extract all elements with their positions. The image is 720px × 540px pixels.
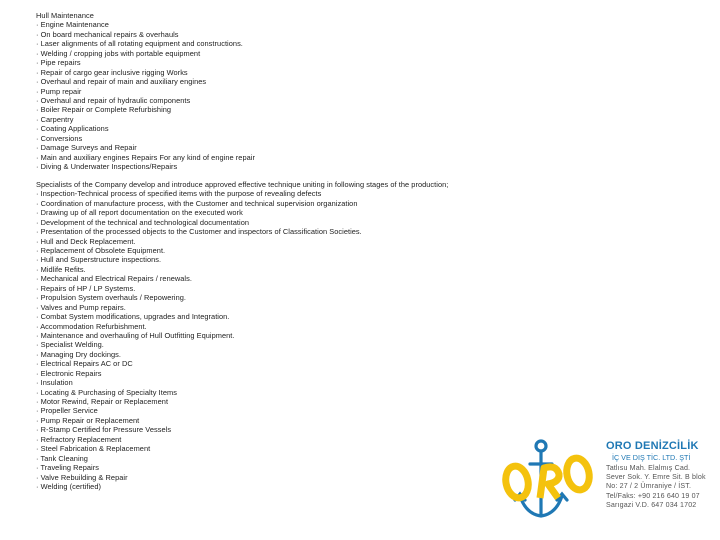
list-item: · Accommodation Refurbishment. — [36, 321, 147, 331]
list-item: · Main and auxiliary engines Repairs For any kind of engine repair — [36, 152, 255, 162]
list-item: · Specialist Welding. — [36, 340, 104, 350]
specialists-intro: Specialists of the Company develop and introduce approved effective technique uniting in following stages of the production; — [36, 179, 449, 189]
list-item: · Diving & Underwater Inspections/Repairs — [36, 162, 178, 171]
production-stages-list — [36, 189, 496, 491]
list-item: · On board mechanical repairs & overhauls — [36, 29, 179, 39]
list-item: · Propulsion System overhauls / Repowering. — [36, 293, 187, 303]
maintenance-list — [36, 20, 496, 171]
list-item: · Engine Maintenance — [36, 20, 109, 30]
list-item: · Hull and Superstructure inspections. — [36, 255, 162, 265]
company-name: ORO DENİZCİLİK — [606, 440, 699, 452]
list-item: · Combat System modifications, upgrades and Integration. — [36, 312, 230, 322]
list-item: · Locating & Purchasing of Specialty Items — [36, 387, 177, 397]
list-item: · Motor Rewind, Repair or Replacement — [36, 397, 169, 406]
list-item: · Welding / cropping jobs with portable equipment — [36, 48, 201, 58]
list-item: · Refractory Replacement — [36, 434, 122, 444]
list-item: · Pipe repairs — [36, 58, 81, 68]
list-item: · Electronic Repairs — [36, 368, 102, 378]
list-item: · Valves and Pump repairs. — [36, 302, 126, 312]
address-line: Sarıgazi V.D. 647 034 1702 — [606, 500, 697, 509]
list-item: · Replacement of Obsolete Equipment. — [36, 246, 166, 255]
list-item: · Propeller Service — [36, 406, 98, 416]
list-item: · Insulation — [36, 378, 73, 388]
list-item: · Drawing up of all report documentation on the executed work — [36, 208, 243, 218]
section-gap — [36, 171, 496, 180]
oro-logo — [498, 434, 598, 524]
address-line: Tel/Faks: +90 216 640 19 07 — [606, 491, 700, 500]
list-item: · Hull and Deck Replacement. — [36, 236, 136, 246]
list-item: · Conversions — [36, 133, 83, 143]
list-item: · Overhaul and repair of main and auxiliary engines — [36, 77, 207, 87]
list-item: · Repair of cargo gear inclusive rigging Works — [36, 67, 188, 77]
list-item: · Tank Cleaning — [36, 453, 88, 463]
list-item: · Carpentry — [36, 114, 74, 124]
list-item: · Coordination of manufacture process, with the Customer and technical supervision organization — [36, 198, 358, 208]
address-line: Sever Sok. Y. Emre Sit. B blok — [606, 473, 706, 482]
list-item: · Coating Applications — [36, 124, 109, 134]
list-item: · Presentation of the processed objects to the Customer and inspectors of Classification Societies. — [36, 227, 362, 237]
company-address — [606, 464, 718, 510]
list-item: · Overhaul and repair of hydraulic components — [36, 95, 191, 105]
list-item: · Boiler Repair or Complete Refurbishing — [36, 105, 172, 115]
company-info — [606, 440, 718, 510]
list-item: · Laser alignments of all rotating equipment and constructions. — [36, 39, 243, 49]
list-item: · Development of the technical and technological documentation — [36, 217, 250, 227]
list-item: · Maintenance and overhauling of Hull Outfitting Equipment. — [36, 330, 235, 340]
services-text-block — [36, 11, 496, 491]
address-line: Tatlısu Mah. Elalmış Cad. — [606, 464, 691, 472]
list-item: · Inspection-Technical process of specified items with the purpose of revealing defects — [36, 189, 322, 199]
list-item: · Repairs of HP / LP Systems. — [36, 283, 136, 293]
list-item: · Mechanical and Electrical Repairs / renewals. — [36, 274, 192, 284]
list-item: · Electrical Repairs AC or DC — [36, 359, 133, 369]
list-item: · Damage Surveys and Repair — [36, 143, 137, 153]
list-item: · Traveling Repairs — [36, 463, 99, 473]
list-item: · Pump repair — [36, 86, 82, 96]
list-item: · Midlife Refits. — [36, 264, 86, 274]
list-item: · Pump Repair or Replacement — [36, 415, 140, 425]
list-item: · Steel Fabrication & Replacement — [36, 444, 151, 454]
hull-maintenance-heading: Hull Maintenance — [36, 11, 94, 20]
list-item: · Welding (certified) — [36, 481, 101, 491]
list-item: · Valve Rebuilding & Repair — [36, 472, 128, 482]
address-line: No: 27 / 2 Ümraniye / İST. — [606, 482, 692, 491]
list-item: · Managing Dry dockings. — [36, 349, 121, 359]
list-item: · R-Stamp Certified for Pressure Vessels — [36, 425, 172, 435]
company-subtitle: İÇ VE DIŞ TİC. LTD. ŞTİ — [612, 453, 691, 462]
